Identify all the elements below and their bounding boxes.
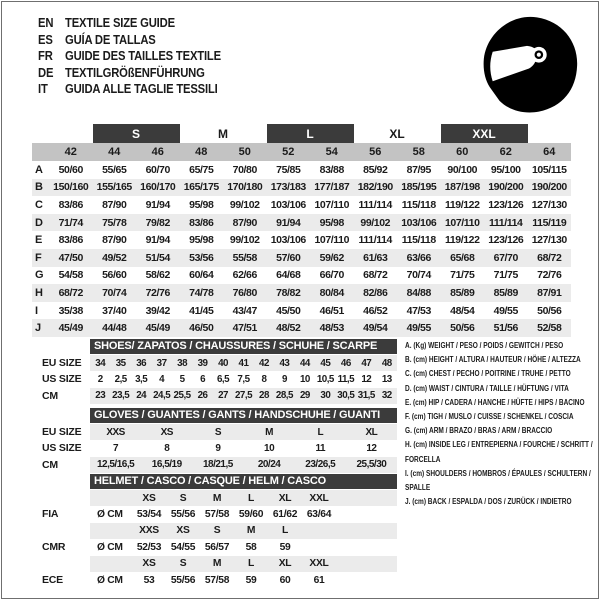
measurement-letter: D — [32, 214, 49, 232]
language-code: EN — [38, 16, 54, 30]
diameter-unit: Ø CM — [97, 541, 123, 553]
helmet-row — [32, 539, 397, 555]
measurement-value: 55/65 — [102, 163, 127, 176]
measurement-value: 119/122 — [444, 234, 480, 247]
gloves-row — [32, 457, 397, 473]
measurement-value: 85/89 — [484, 284, 528, 302]
language-title-list — [38, 15, 221, 98]
measurement-value: 99/102 — [229, 198, 260, 211]
size-group-xl: XL — [389, 126, 405, 141]
numeric-size: 42 — [49, 143, 93, 161]
measurement-value: 61/63 — [354, 249, 398, 267]
shoes-row-label: EU SIZE — [42, 357, 82, 369]
legend-entry: I. (cm) SHOULDERS / HOMBROS / ÉPAULES / SCHULTERN / SPALLE — [405, 467, 591, 493]
size-group-m: M — [218, 126, 229, 141]
measurement-value: 49/55 — [493, 304, 518, 317]
diameter-unit: Ø CM — [97, 574, 123, 586]
measurement-value: 170/180 — [223, 179, 267, 197]
measurement-value: 48/53 — [310, 319, 354, 337]
language-title: GUÍA DE TALLAS — [65, 32, 156, 47]
measurement-value: 49/55 — [397, 319, 441, 337]
measurement-value: 60/64 — [189, 269, 214, 282]
measurement-value: 68/72 — [49, 284, 93, 302]
measurement-value: 160/170 — [136, 179, 180, 197]
measurement-value: 123/126 — [488, 198, 524, 211]
language-title: TEXTILGRÖßENFÜHRUNG — [65, 65, 205, 80]
measurement-value: 47/53 — [406, 304, 431, 317]
legend-entry: G. (cm) ARM / BRAZO / BRAS / ARM / BRACCIO — [405, 425, 553, 436]
helmet-row — [32, 506, 397, 522]
language-code: DE — [38, 65, 54, 80]
helmet-row-label: CMR — [42, 541, 66, 554]
measurement-value: 45/50 — [276, 304, 301, 317]
measurement-value: 49/52 — [93, 249, 137, 267]
measurement-value: 107/110 — [314, 234, 350, 247]
measurement-value: 111/114 — [358, 234, 392, 247]
helmet-row-values: Ø CM 53/54 55/56 57/58 59/60 61/62 63/64 — [90, 506, 397, 522]
measurement-value: 75/78 — [93, 214, 137, 232]
measurement-value: 78/82 — [267, 284, 311, 302]
measurement-value: 68/72 — [528, 249, 572, 267]
measurement-value: 39/42 — [145, 304, 170, 317]
measurement-value: 49/54 — [354, 319, 398, 337]
measurement-value: 63/66 — [397, 249, 441, 267]
measurement-value: 45/49 — [49, 319, 93, 337]
measurement-row — [32, 179, 571, 197]
numeric-size: 48 — [180, 143, 224, 161]
measurement-value: 115/118 — [401, 198, 436, 211]
measurement-value: 91/94 — [267, 214, 311, 232]
measurement-value: 50/60 — [58, 163, 83, 176]
shoes-row-values: 34 35 36 37 38 39 40 41 42 43 44 45 46 47 48 — [90, 355, 397, 371]
measurement-value: 103/106 — [270, 198, 306, 211]
measurement-letter: B — [32, 179, 49, 197]
measurement-value: 53/56 — [180, 249, 224, 267]
numeric-size: 56 — [354, 143, 398, 161]
measurement-value: 62/66 — [232, 269, 257, 282]
measurement-letter: F — [32, 249, 49, 267]
shoes-row-label: US SIZE — [42, 373, 82, 386]
measurement-value: 190/200 — [484, 179, 528, 197]
measurement-value: 165/175 — [180, 179, 224, 197]
gloves-row-values: 7 8 9 10 11 12 — [113, 443, 377, 455]
measurement-value: 155/165 — [93, 179, 137, 197]
measurement-row — [32, 196, 571, 214]
measurement-value: 35/38 — [58, 304, 83, 317]
language-title: GUIDA ALLE TAGLIE TESSILI — [65, 82, 218, 96]
legend-entry: B. (cm) HEIGHT / ALTURA / HAUTEUR / HÖHE / ALTEZZA — [405, 354, 581, 365]
helmet-row-values: Ø CM 53 55/56 57/58 59 60 61 — [90, 572, 397, 588]
helmet-table-title: HELMET / CASCO / CASQUE / HELM / CASCO — [90, 474, 397, 489]
measurement-value: 111/114 — [484, 214, 528, 232]
measurement-value: 83/86 — [180, 214, 224, 232]
helmet-row — [32, 490, 397, 506]
gloves-rows — [32, 424, 397, 473]
measurement-row — [32, 214, 571, 232]
numeric-size: 52 — [267, 143, 311, 161]
measurement-letter: H — [32, 284, 49, 302]
legend-entry: D. (cm) WAIST / CINTURA / TAILLE / HÜFTUNG / VITA — [405, 382, 569, 393]
helmet-row-values: XXS XS S M L — [90, 523, 397, 539]
language-title: TEXTILE SIZE GUIDE — [65, 16, 175, 30]
measurement-value: 177/187 — [310, 179, 354, 197]
gloves-table-title: GLOVES / GUANTES / GANTS / HANDSCHUHE / GUANTI — [90, 408, 397, 423]
measurement-value: 68/72 — [363, 269, 388, 282]
helmet-row-label: FIA — [42, 508, 59, 521]
legend-entry: A. (Kg) WEIGHT / PESO / POIDS / GEWITCH / PESO — [405, 340, 564, 350]
measurement-value: 182/190 — [354, 179, 398, 197]
measurement-value: 85/89 — [441, 284, 485, 302]
legend-entry: E. (cm) HIP / CADERA / HANCHE / HÜFTE / HIPS / BACINO — [405, 396, 585, 407]
gloves-row-label: EU SIZE — [42, 426, 82, 438]
language-code: IT — [38, 82, 48, 96]
measurement-value: 66/70 — [319, 269, 344, 282]
legend-entry: J. (cm) BACK / ESPALDA / DOS / ZURÜCK / INDIETRO — [405, 496, 572, 507]
helmet-rows — [32, 490, 397, 588]
helmet-size-table — [32, 474, 397, 588]
measurement-value: 87/90 — [223, 214, 267, 232]
language-title-row — [38, 15, 221, 32]
measurement-value: 74/78 — [180, 284, 224, 302]
measurement-value: 185/195 — [397, 179, 441, 197]
measurement-value: 95/100 — [490, 163, 521, 176]
helmet-row-label: ECE — [42, 573, 63, 586]
gloves-row — [32, 424, 397, 440]
measurement-row — [32, 284, 571, 302]
measurement-value: 95/98 — [310, 214, 354, 232]
numeric-size: 54 — [310, 143, 354, 161]
shoes-rows — [32, 355, 397, 404]
size-guide-page — [1, 1, 599, 599]
measurement-row — [32, 267, 571, 285]
measurement-value: 115/119 — [528, 214, 572, 232]
measurement-value: 173/183 — [267, 179, 311, 197]
measurement-value: 46/50 — [180, 319, 224, 337]
measurement-value: 51/54 — [136, 249, 180, 267]
gloves-row-label: US SIZE — [42, 442, 82, 455]
measurement-row — [32, 161, 571, 179]
racing-helmet-icon — [476, 14, 584, 118]
gloves-row-label: CM — [42, 458, 58, 471]
language-title: GUIDE DES TAILLES TEXTILE — [65, 49, 221, 63]
measurement-value: 70/74 — [93, 284, 137, 302]
measurement-value: 127/130 — [531, 198, 567, 211]
size-group-row — [32, 124, 571, 143]
shoes-size-table — [32, 339, 397, 404]
measurement-value: 46/52 — [363, 304, 388, 317]
legend-entry: C. (cm) CHEST / PECHO / POITRINE / TRUHE / PETTO — [405, 368, 571, 379]
helmet-row — [32, 556, 397, 572]
measurement-letter: E — [35, 234, 43, 247]
helmet-row — [32, 572, 397, 588]
measurement-value: 71/74 — [49, 214, 93, 232]
measurement-value: 87/90 — [102, 198, 127, 211]
measurement-value: 87/95 — [406, 163, 431, 176]
measurement-value: 64/68 — [276, 269, 301, 282]
measurement-value: 111/114 — [358, 198, 392, 211]
measurement-value: 44/48 — [93, 319, 137, 337]
measurement-value: 72/76 — [537, 269, 562, 282]
measurement-value: 190/200 — [528, 179, 572, 197]
numeric-size: 46 — [136, 143, 180, 161]
helmet-row-values: Ø CM 52/53 54/55 56/57 58 59 — [90, 539, 397, 555]
numeric-size: 64 — [528, 143, 572, 161]
measurement-value: 76/80 — [223, 284, 267, 302]
numeric-size: 58 — [397, 143, 441, 161]
diameter-unit: Ø CM — [97, 509, 123, 521]
measurement-letter: I — [35, 304, 39, 317]
measurement-value: 47/50 — [49, 249, 93, 267]
helmet-row — [32, 523, 397, 539]
measurement-value: 90/100 — [447, 163, 478, 176]
measurement-value: 50/56 — [441, 319, 485, 337]
legend-entry: F. (cm) TIGH / MUSLO / CUISSE / SCHENKEL / COSCIA — [405, 411, 574, 422]
measurement-letter: J — [32, 319, 49, 337]
measurement-value: 41/45 — [189, 304, 214, 317]
measurement-value: 87/90 — [102, 234, 127, 247]
measurement-value: 150/160 — [49, 179, 93, 197]
measurement-value: 55/58 — [223, 249, 267, 267]
measurement-value: 82/86 — [354, 284, 398, 302]
measurement-value: 83/88 — [319, 163, 344, 176]
measurement-value: 91/94 — [145, 198, 170, 211]
measurement-letter: C — [35, 198, 43, 211]
numeric-size: 44 — [93, 143, 137, 161]
measurement-value: 79/82 — [136, 214, 180, 232]
measurement-value: 95/98 — [189, 234, 214, 247]
measurement-value: 91/94 — [145, 234, 170, 247]
measurement-row — [32, 231, 571, 249]
measurement-value: 48/54 — [450, 304, 475, 317]
numeric-size: 50 — [223, 143, 267, 161]
language-title-row — [38, 65, 221, 82]
legend-entry: H. (cm) INSIDE LEG / ENTREPIERNA / FOURCHE / SCHRITT / FORCELLA — [405, 439, 593, 464]
helmet-row-label — [32, 556, 90, 572]
helmet-row-values: XS S M L XL XXL — [90, 556, 397, 572]
shoes-row — [32, 355, 397, 371]
numeric-size: 60 — [441, 143, 485, 161]
language-title-row — [38, 81, 221, 98]
measurement-value: 75/85 — [276, 163, 301, 176]
measurement-value: 95/98 — [189, 198, 214, 211]
numeric-size-row — [32, 143, 571, 161]
measurement-value: 127/130 — [531, 234, 567, 247]
measurement-value: 46/51 — [319, 304, 344, 317]
shoes-table-title: SHOES/ ZAPATOS / CHAUSSURES / SCHUHE / SCARPE — [90, 339, 397, 354]
language-title-row — [38, 32, 221, 49]
measurement-value: 70/80 — [232, 163, 257, 176]
gloves-row — [32, 440, 397, 456]
measurement-row — [32, 302, 571, 320]
helmet-row-values: XS S M L XL XXL — [90, 490, 397, 506]
measurement-value: 51/56 — [484, 319, 528, 337]
measurement-value: 59/62 — [310, 249, 354, 267]
measurement-value: 105/115 — [531, 163, 567, 176]
shoes-row-label: CM — [42, 389, 58, 402]
size-group-l: L — [267, 124, 354, 143]
size-group-s: S — [93, 124, 180, 143]
measurement-value: 70/74 — [406, 269, 431, 282]
measurement-row — [32, 319, 571, 337]
measurement-value: 48/52 — [267, 319, 311, 337]
measurement-value: 60/70 — [145, 163, 170, 176]
language-code: ES — [38, 32, 53, 47]
measurement-value: 58/62 — [145, 269, 170, 282]
gloves-row-values: XXS XS S M L XL — [90, 424, 397, 440]
measurement-legend — [405, 338, 596, 508]
language-code: FR — [38, 49, 53, 63]
measurement-row — [32, 249, 571, 267]
shoes-row — [32, 388, 397, 404]
measurement-value: 52/58 — [528, 319, 572, 337]
measurement-letter: G — [35, 269, 44, 282]
gloves-size-table — [32, 408, 397, 473]
measurement-value: 123/126 — [488, 234, 524, 247]
measurement-value: 45/49 — [136, 319, 180, 337]
measurement-value: 71/75 — [450, 269, 475, 282]
measurement-value: 83/86 — [58, 198, 83, 211]
measurement-value: 103/106 — [270, 234, 306, 247]
measurement-letter: A — [35, 163, 43, 176]
measurement-value: 83/86 — [58, 234, 83, 247]
measurement-value: 50/56 — [537, 304, 562, 317]
measurement-value: 47/51 — [223, 319, 267, 337]
measurement-value: 187/198 — [441, 179, 485, 197]
measurement-value: 80/84 — [310, 284, 354, 302]
measurement-value: 107/110 — [441, 214, 485, 232]
measurement-value: 99/102 — [354, 214, 398, 232]
measurement-value: 37/40 — [102, 304, 127, 317]
measurement-value: 87/91 — [528, 284, 572, 302]
measurement-value: 43/47 — [232, 304, 257, 317]
measurement-value: 56/60 — [102, 269, 127, 282]
numeric-size: 62 — [484, 143, 528, 161]
measurement-value: 72/76 — [136, 284, 180, 302]
measurement-value: 107/110 — [314, 198, 350, 211]
measurement-value: 65/68 — [441, 249, 485, 267]
measurement-value: 65/75 — [189, 163, 214, 176]
measurement-value: 84/88 — [397, 284, 441, 302]
size-group-xxl: XXL — [441, 124, 528, 143]
measurement-value: 119/122 — [444, 198, 480, 211]
helmet-row-label — [32, 523, 90, 539]
measurement-value: 99/102 — [229, 234, 260, 247]
measurement-value: 54/58 — [58, 269, 83, 282]
measurement-value: 85/92 — [363, 163, 388, 176]
language-title-row — [38, 48, 221, 65]
measurement-value: 67/70 — [484, 249, 528, 267]
textile-size-table — [32, 124, 571, 337]
helmet-row-label — [32, 490, 90, 506]
gloves-row-values: 12,5/16,5 16,5/19 18/21,5 20/24 23/26,5 25,5/30 — [90, 457, 397, 473]
measurement-value: 57/60 — [267, 249, 311, 267]
measurement-value: 115/118 — [401, 234, 436, 247]
shoes-row-values: 23 23,5 24 24,5 25,5 26 27 27,5 28 28,5 29 30 30,5 31,5 32 — [90, 388, 397, 404]
measurement-value: 71/75 — [493, 269, 518, 282]
measurement-value: 103/106 — [397, 214, 441, 232]
shoes-row — [32, 371, 397, 387]
shoes-row-values: 2 2,5 3,5 4 5 6 6,5 7,5 8 9 10 10,5 11,5 12 13 — [97, 374, 392, 386]
